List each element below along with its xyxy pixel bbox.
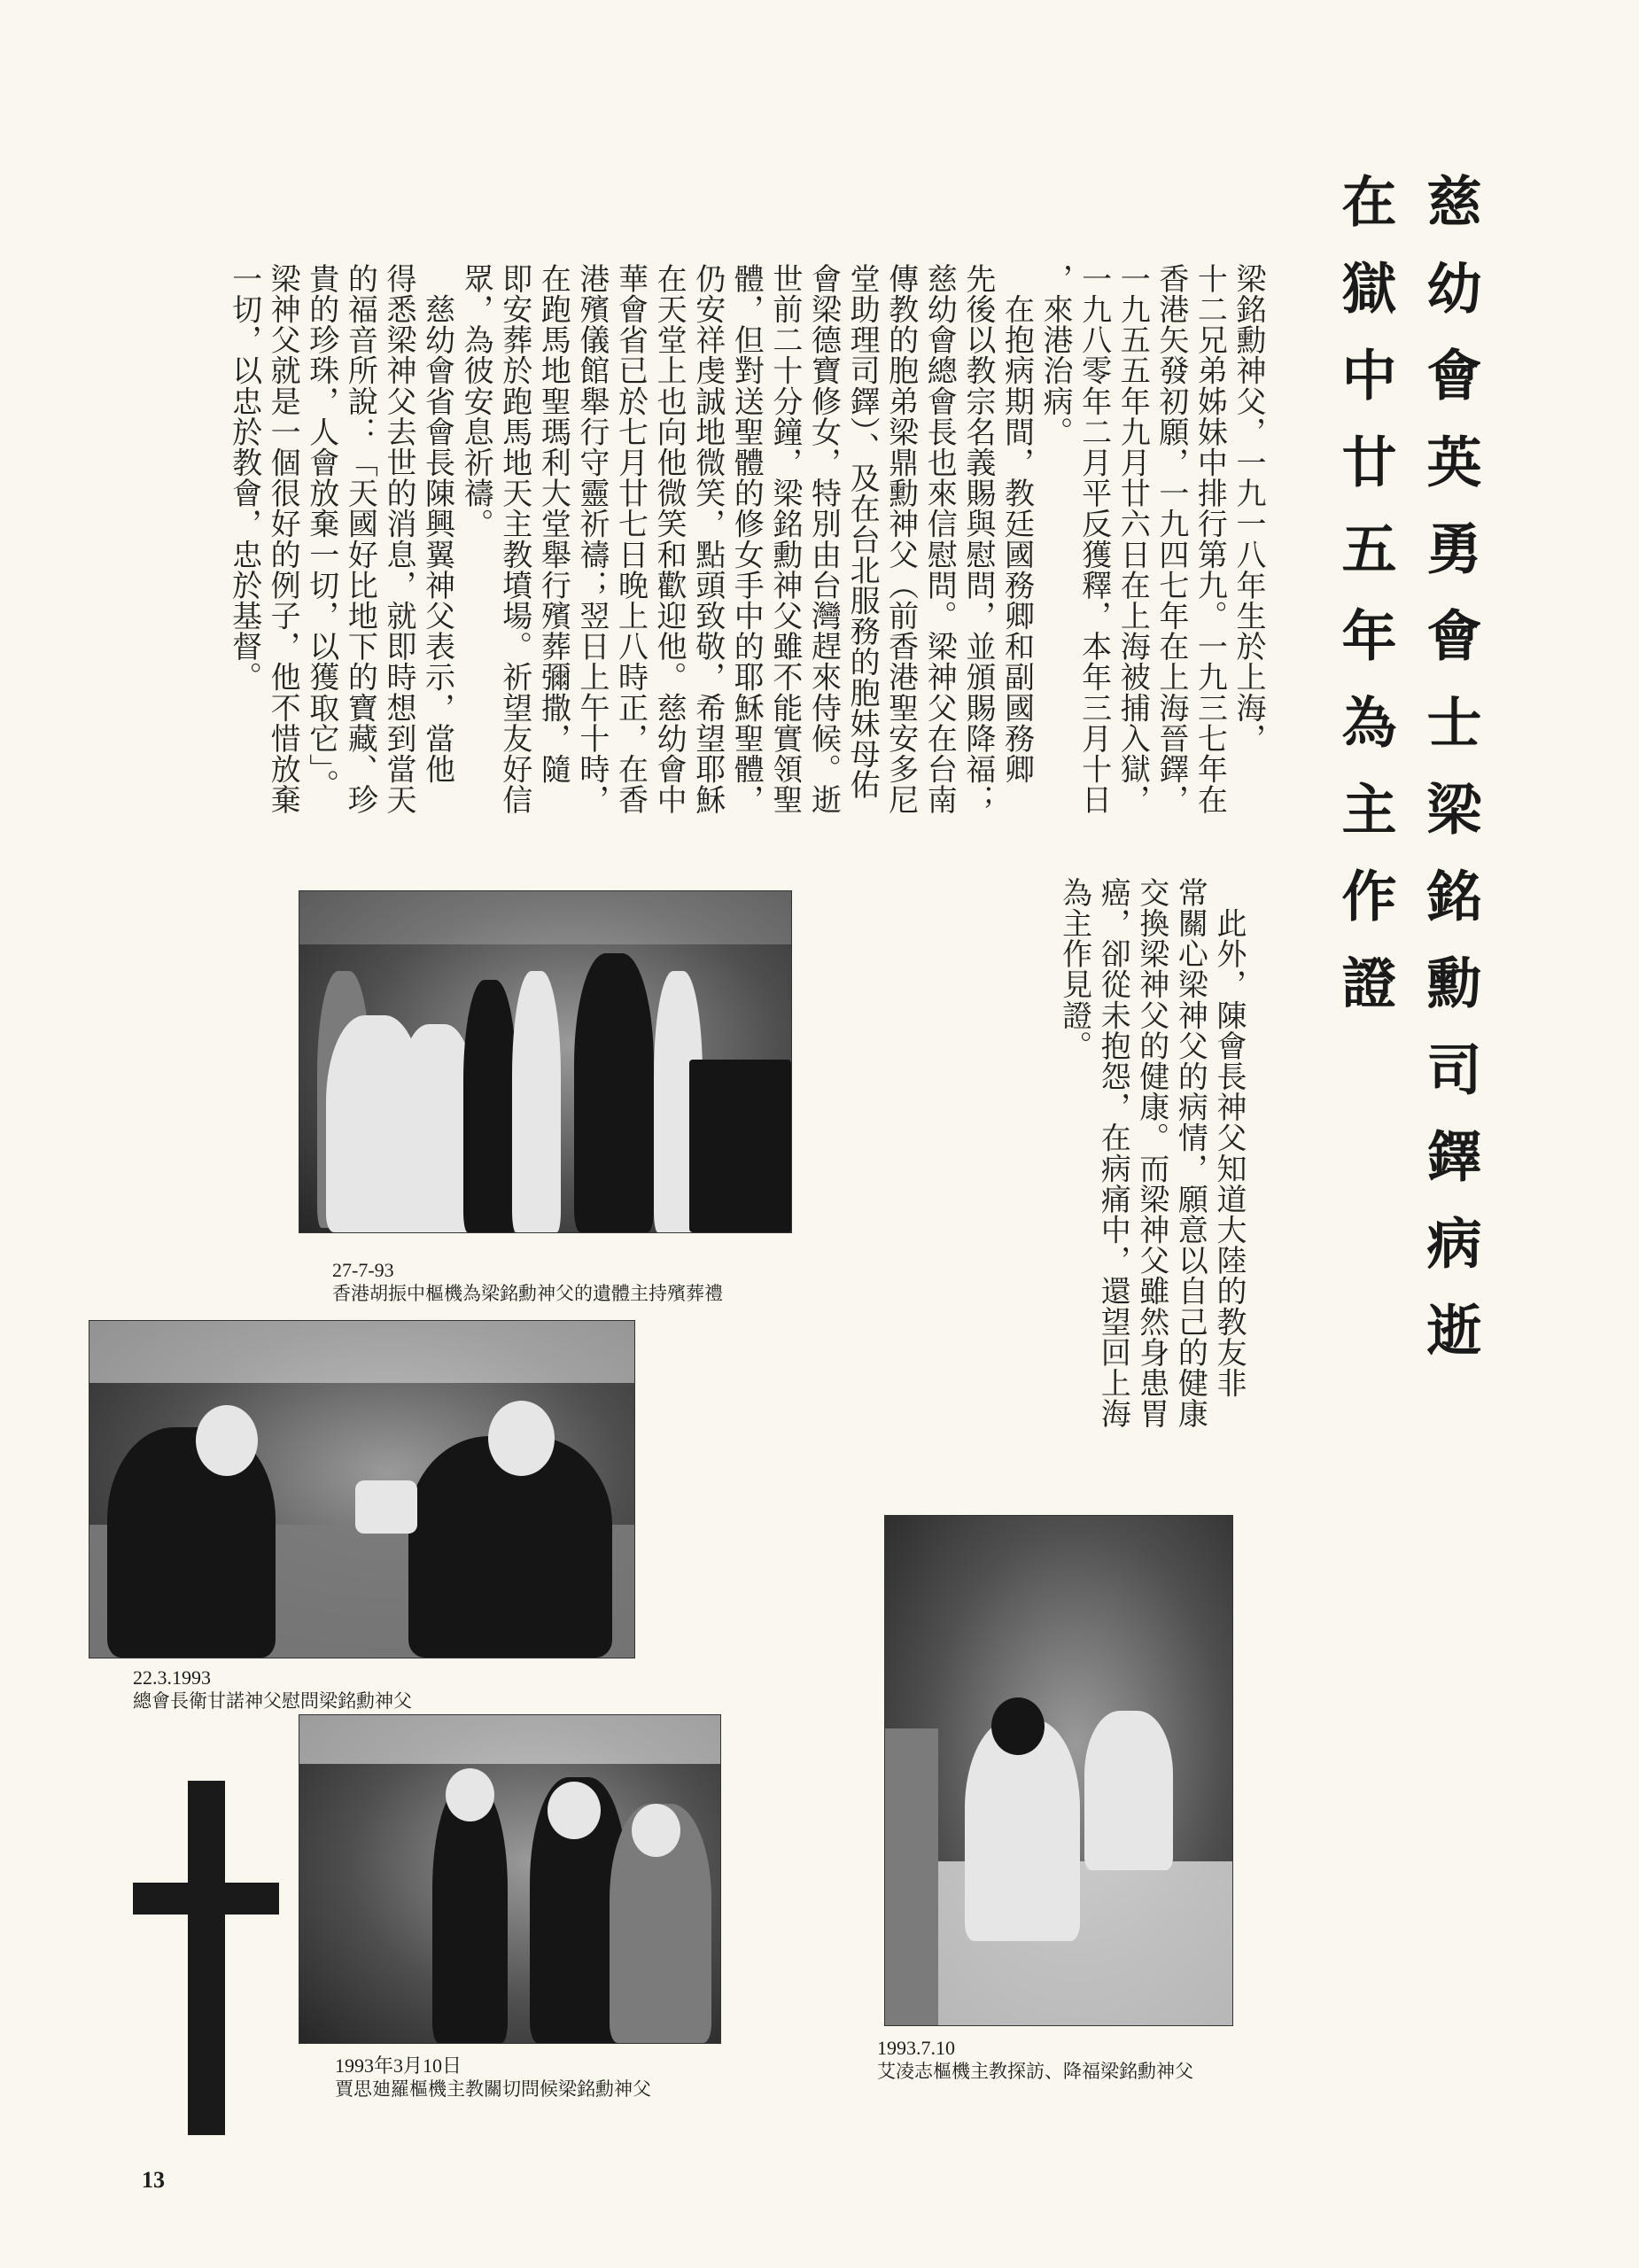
article-body-right: 此外，陳會長神父知道大陸的教友非 常關心梁神父的病情，願意以自己的健康 交換梁神父的健康。而梁神父雖然身患胃 癌，卻從未抱怨，在病痛中，還望回上海 為主作見證。	[1056, 877, 1247, 1429]
photo-caption-superior	[133, 1666, 664, 1713]
photo-caption-text: 艾凌志樞機主教探訪、降福梁銘勳神父	[877, 2061, 1193, 2082]
photo-superior-visit	[89, 1320, 635, 1658]
photo-caption-funeral	[332, 1258, 864, 1306]
article-title-line-2: 在獄中廿五年為主作證	[1332, 173, 1397, 1041]
photo-date: 22.3.1993	[133, 1666, 211, 1689]
photo-caption-hospital	[877, 2036, 1320, 2084]
memorial-cross-icon	[133, 1781, 279, 2135]
photo-date: 1993.7.10	[877, 2037, 955, 2059]
photo-caption-text: 香港胡振中樞機為梁銘勳神父的遺體主持殯葬禮	[332, 1283, 723, 1304]
photo-caption-text: 賈思廸羅樞機主教關切問候梁銘勳神父	[335, 2078, 651, 2100]
article-body-upper: 梁銘勳神父，一九一八年生於上海， 十二兄弟姊妹中排行第九。一九三七年在 香港矢發初願，一九四七年在上海晉鐸， 一九五五年九月廿六日在上海被捕入獄， 一九八零年二月平反獲釋，本年三月十日 ，來港治病。 在抱病期間，教廷國務卿和副國務卿 先後以教宗名義賜與慰問，並頒賜降福； 慈幼會總會長也來信慰問。梁神父在台南 傳教的胞弟梁鼎勳神父（前香港聖安多尼 堂助理司鐸）、及在台北服務的胞妹母佑 會梁德寶修女，特別由台灣趕來侍候。逝 世前二十分鐘，梁銘勳神父雖不能實領聖 體，但對送聖體的修女手中的耶穌聖體， 仍安祥虔誠地微笑，點頭致敬，希望耶穌 在天堂上也向他微笑和歡迎他。慈幼會中 華會省已於七月廿七日晚上八時正，在香 港殯儀館舉行守靈祈禱；翌日上午十時， 在跑馬地聖瑪利大堂舉行殯葬彌撒，隨 即安葬於跑馬地天主教墳場。祈望友好信 眾，為彼安息祈禱。 慈幼會省會長陳興翼神父表示，當他 得悉梁神父去世的消息，就即時想到當天 的福音所說：「天國好比地下的寶藏、珍 貴的珍珠，人會放棄一切，以獲取它」。 梁神父就是一個很好的例子，他不惜放棄 一切，以忠於教會，忠於基督。	[226, 263, 1266, 815]
photo-funeral-rite	[299, 890, 792, 1233]
photo-date: 27-7-93	[332, 1259, 394, 1281]
photo-caption-text: 總會長衛甘諾神父慰問梁銘勳神父	[133, 1690, 412, 1712]
photo-hospital-blessing	[884, 1515, 1233, 2026]
photo-date: 1993年3月10日	[335, 2054, 462, 2077]
photo-airport-greeting	[299, 1714, 721, 2044]
page-number: 13	[142, 2167, 165, 2193]
photo-caption-airport	[335, 2054, 866, 2101]
article-title-line-1: 慈幼會英勇會士梁銘勳司鐸病逝	[1418, 173, 1482, 1388]
